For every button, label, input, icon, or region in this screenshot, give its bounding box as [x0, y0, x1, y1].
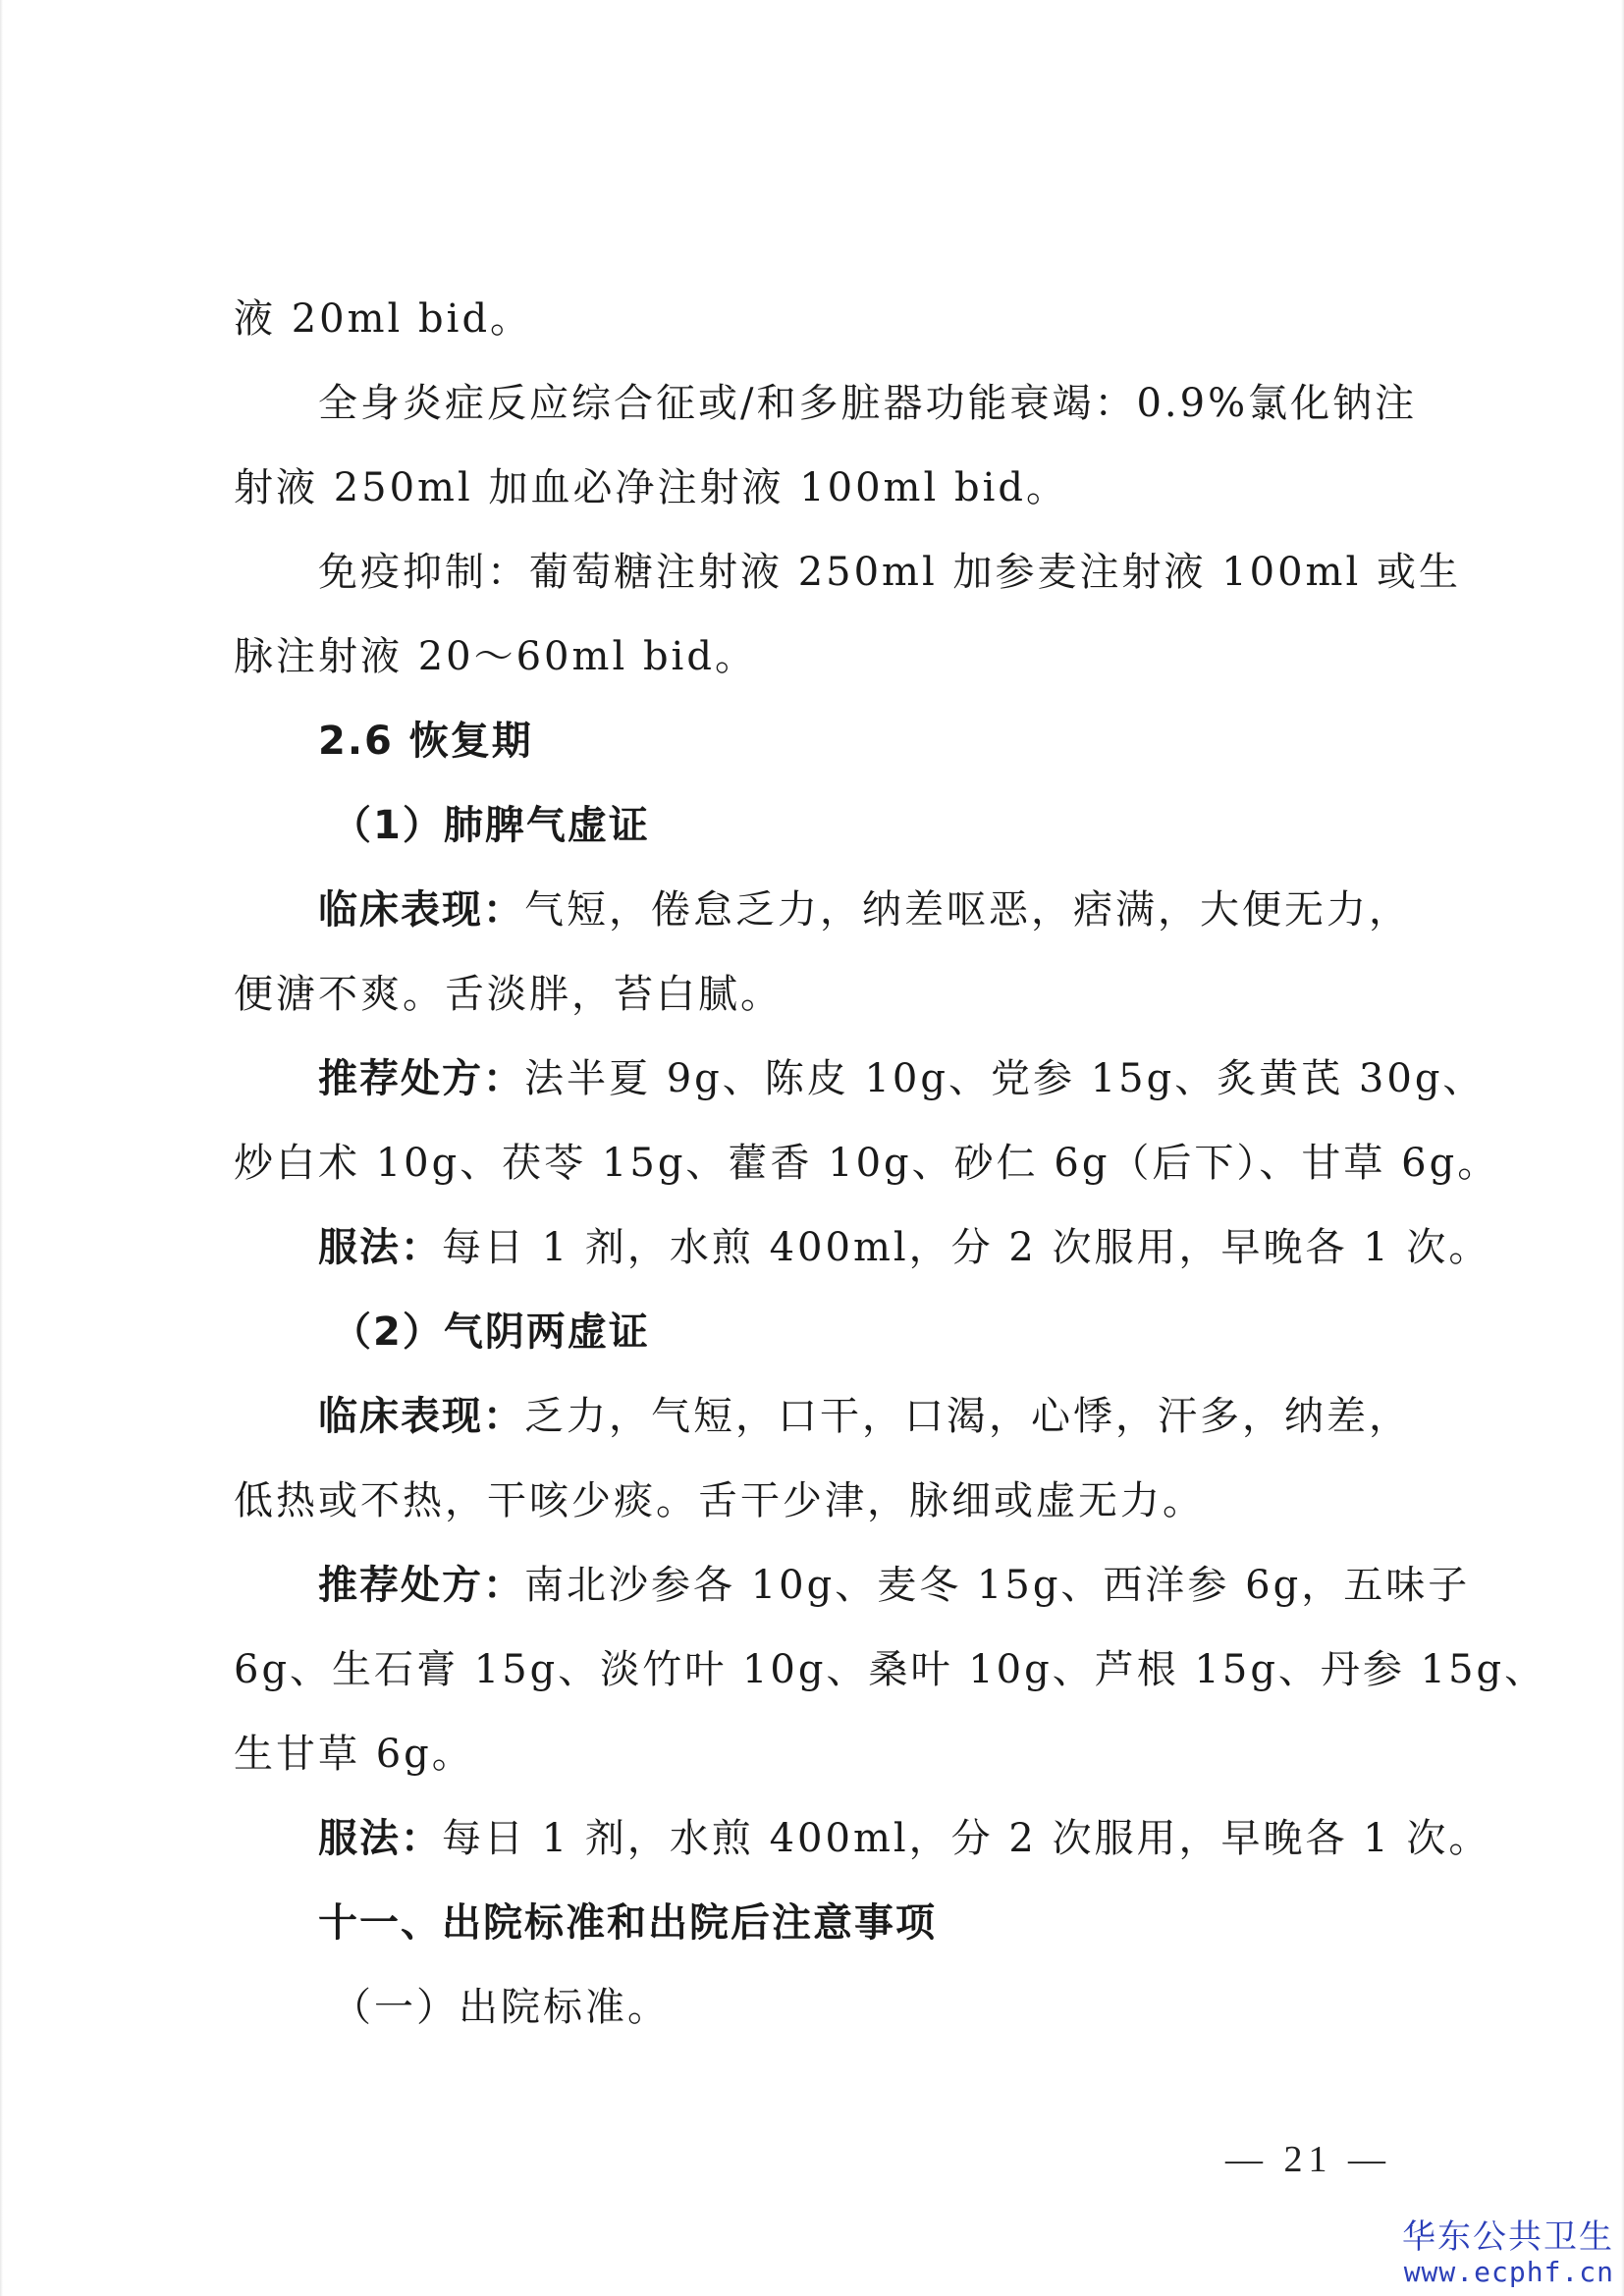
paragraph-clinical-1 — [234, 868, 1411, 952]
label-clinical: 临床表现： — [318, 1394, 524, 1439]
text-line: 低热或不热，干咳少痰。舌干少津，脉细或虚无力。 — [234, 1478, 1205, 1523]
label-clinical: 临床表现： — [318, 887, 524, 933]
subsection-heading-qi-yin: （2）气阴两虚证 — [332, 1309, 650, 1355]
text-line: 免疫抑制：葡萄糖注射液 250ml 加参麦注射液 100ml 或生 — [318, 550, 1461, 595]
paragraph-clinical-2 — [234, 1374, 1411, 1459]
text-line: 生甘草 6g。 — [234, 1732, 474, 1777]
watermark-name: 华东公共卫生 — [1402, 2216, 1614, 2257]
watermark — [1402, 2218, 1614, 2288]
watermark-url: www.ecphf.cn — [1403, 2255, 1614, 2288]
paragraph-prescription-2 — [234, 1543, 1471, 1628]
paragraph-usage-2 — [234, 1796, 1491, 1881]
label-prescription: 推荐处方： — [318, 1056, 524, 1101]
text-span: 每日 1 剂，水煎 400ml，分 2 次服用，早晚各 1 次。 — [442, 1816, 1491, 1861]
text-line: 6g、生石膏 15g、淡竹叶 10g、桑叶 10g、芦根 15g、丹参 15g、 — [234, 1647, 1547, 1692]
label-usage: 服法： — [318, 1816, 442, 1861]
section-heading-recovery: 2.6 恢复期 — [318, 719, 533, 764]
text-line: 便溏不爽。舌淡胖，苔白腻。 — [234, 972, 783, 1017]
paragraph-usage-1 — [234, 1205, 1491, 1290]
paragraph-prescription-1 — [234, 1037, 1486, 1121]
label-usage: 服法： — [318, 1225, 442, 1270]
subsection-heading-lung-spleen: （1）肺脾气虚证 — [332, 803, 650, 848]
text-span: 法半夏 9g、陈皮 10g、党参 15g、炙黄芪 30g、 — [524, 1056, 1486, 1101]
text-line: 脉注射液 20～60ml bid。 — [234, 634, 757, 679]
document-body — [234, 277, 1547, 2050]
chapter-heading-discharge: 十一、出院标准和出院后注意事项 — [318, 1900, 937, 1946]
text-line: 射液 250ml 加血必净注射液 100ml bid。 — [234, 465, 1069, 510]
text-span: 每日 1 剂，水煎 400ml，分 2 次服用，早晚各 1 次。 — [442, 1225, 1491, 1270]
text-span: 气短，倦怠乏力，纳差呕恶，痞满，大便无力， — [524, 887, 1411, 933]
page-number: — 21 — — [1225, 2139, 1391, 2180]
text-line: 炒白术 10g、茯苓 15g、藿香 10g、砂仁 6g（后下）、甘草 6g。 — [234, 1141, 1500, 1186]
label-prescription: 推荐处方： — [318, 1563, 524, 1608]
subsection-heading-discharge-criteria: （一）出院标准。 — [332, 1985, 670, 2030]
text-span: 南北沙参各 10g、麦冬 15g、西洋参 6g，五味子 — [524, 1563, 1471, 1608]
text-line: 液 20ml bid。 — [234, 296, 533, 342]
text-line: 全身炎症反应综合征或/和多脏器功能衰竭：0.9%氯化钠注 — [318, 381, 1418, 426]
text-span: 乏力，气短，口干，口渴，心悸，汗多，纳差， — [524, 1394, 1411, 1439]
page-edge-left — [0, 0, 3, 2296]
